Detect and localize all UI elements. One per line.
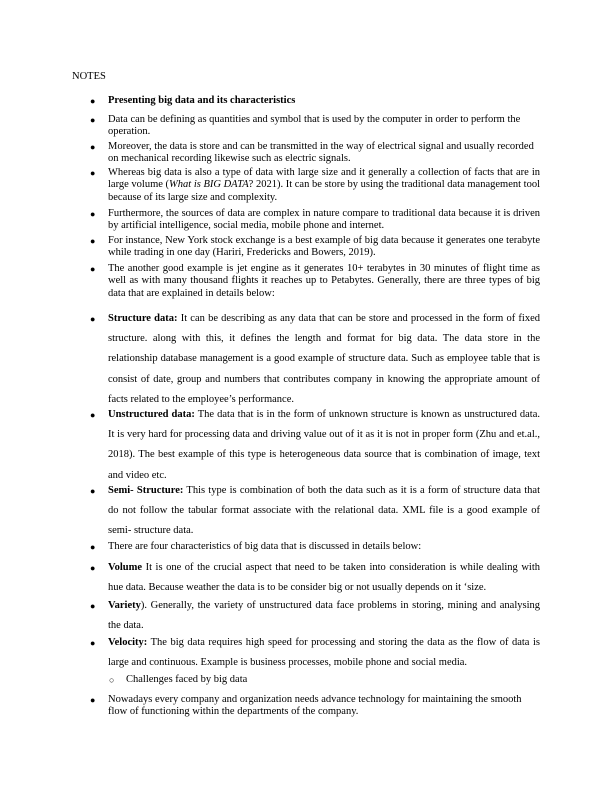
list-item-text: Data can be defining as quantities and symbol that is used by the computer in order to perform the operation. — [108, 114, 521, 138]
list-item-text: ? 2021). It can be store by using the traditional data management tool because of its large size and complexity. — [108, 179, 540, 203]
bullet-icon: ● — [90, 168, 96, 178]
list-item — [90, 537, 540, 557]
list-item-text: Moreover, the data is store and can be transmitted in the way of electrical signal and usually recorded on mechanical recording likewise such as electric signals. — [108, 141, 534, 165]
list-item-bold: Presenting big data and its characteristics — [108, 95, 296, 106]
bullet-icon: ● — [90, 486, 96, 496]
bullet-icon: ● — [90, 314, 96, 324]
list-item — [90, 208, 540, 233]
list-item-text: This type is combination of both the data such as it is a form of structure data that do not follow the tabular format associate with the relational data. XML file is a good example of semi- structure data. — [108, 485, 540, 537]
list-item-text: Furthermore, the sources of data are complex in nature compare to traditional data because it is driven by artificial intelligence, social media, mobile phone and internet. — [108, 208, 540, 232]
bullet-icon: ● — [90, 209, 96, 219]
list-item-bold: Unstructured data: — [108, 409, 195, 420]
hollow-bullet-icon: ○ — [109, 675, 115, 685]
list-item-variety — [90, 596, 540, 636]
bullet-icon: ● — [90, 542, 96, 552]
bullet-icon: ● — [90, 236, 96, 246]
bullet-icon: ● — [90, 695, 96, 705]
list-item — [90, 235, 540, 260]
list-item-text: It is one of the crucial aspect that need to be taken into consideration is while dealing with hue data. Because weather the data is to be consider big or not usually depends on it ‘size. — [108, 562, 540, 594]
list-item-text: It can be describing as any data that can be store and processed in the form of fixed structure. along with this, it defines the length and format for big data. The data store in the relationship database management is a good example of structure data. Such as employee table that is consist of date, group and numbers that contributes company in knowing the appropriate amount of facts related to the employee’s performance. — [108, 313, 541, 405]
bullet-icon: ● — [90, 601, 96, 611]
bullet-icon: ● — [90, 638, 96, 648]
list-item-bold: Variety — [108, 600, 141, 611]
list-item-text: There are four characteristics of big data that is discussed in details below: — [108, 541, 422, 552]
list-item-structure-data — [90, 309, 541, 410]
bullet-icon: ● — [90, 142, 96, 152]
list-item — [90, 167, 540, 204]
list-item-heading — [90, 95, 540, 107]
notes-heading: NOTES — [72, 71, 106, 82]
list-item-text: Nowadays every company and organization needs advance technology for maintaining the smooth flow of functioning within the departments of the company. — [108, 694, 522, 718]
list-item-semi-structure — [90, 481, 540, 542]
list-item-bold: Semi- Structure: — [108, 485, 184, 496]
list-item — [90, 114, 540, 139]
list-item-text: The data that is in the form of unknown structure is known as unstructured data. It is very hard for processing data and driving value out of it as it is not in proper form (Zhu and et.al., 2018). The best example of this type is heterogeneous data source that is combination of image, text and video etc. — [108, 409, 540, 481]
list-item-unstructured-data — [90, 405, 540, 486]
list-item-text: Whereas big data is also a type of data with large size and it generally a collection of facts that are in large volume ( — [108, 167, 540, 191]
list-item-text: The big data requires high speed for processing and storing the data as the flow of data is large and continuous. Example is business processes, mobile phone and social media. — [108, 637, 540, 669]
list-item-bold: Volume — [108, 562, 143, 573]
list-item-velocity — [90, 633, 540, 673]
list-item-text: Challenges faced by big data — [126, 674, 248, 685]
citation-title: What is BIG DATA — [169, 179, 249, 191]
sub-list-item — [109, 674, 540, 686]
list-item-volume — [90, 558, 540, 598]
bullet-icon: ● — [90, 115, 96, 125]
list-item-text: ). Generally, the variety of unstructured data face problems in storing, mining and analysing the data. — [108, 600, 540, 632]
list-item — [90, 141, 540, 166]
list-item — [90, 263, 540, 300]
bullet-icon: ● — [90, 264, 96, 274]
list-item-bold: Velocity: — [108, 637, 148, 648]
bullet-icon: ● — [90, 563, 96, 573]
list-item-bold: Structure data: — [108, 313, 178, 324]
list-item-text: The another good example is jet engine as it generates 10+ terabytes in 30 minutes of flight time as well as with many thousand flights it reaches up to Petabytes. Generally, there are three types of big data that are explained in details below: — [108, 263, 540, 299]
list-item — [90, 694, 540, 719]
bullet-icon: ● — [90, 96, 96, 106]
bullet-icon: ● — [90, 410, 96, 420]
list-item-text: For instance, New York stock exchange is a best example of big data because it generates one terabyte while trading in one day (Hariri, Fredericks and Bowers, 2019). — [108, 235, 540, 259]
